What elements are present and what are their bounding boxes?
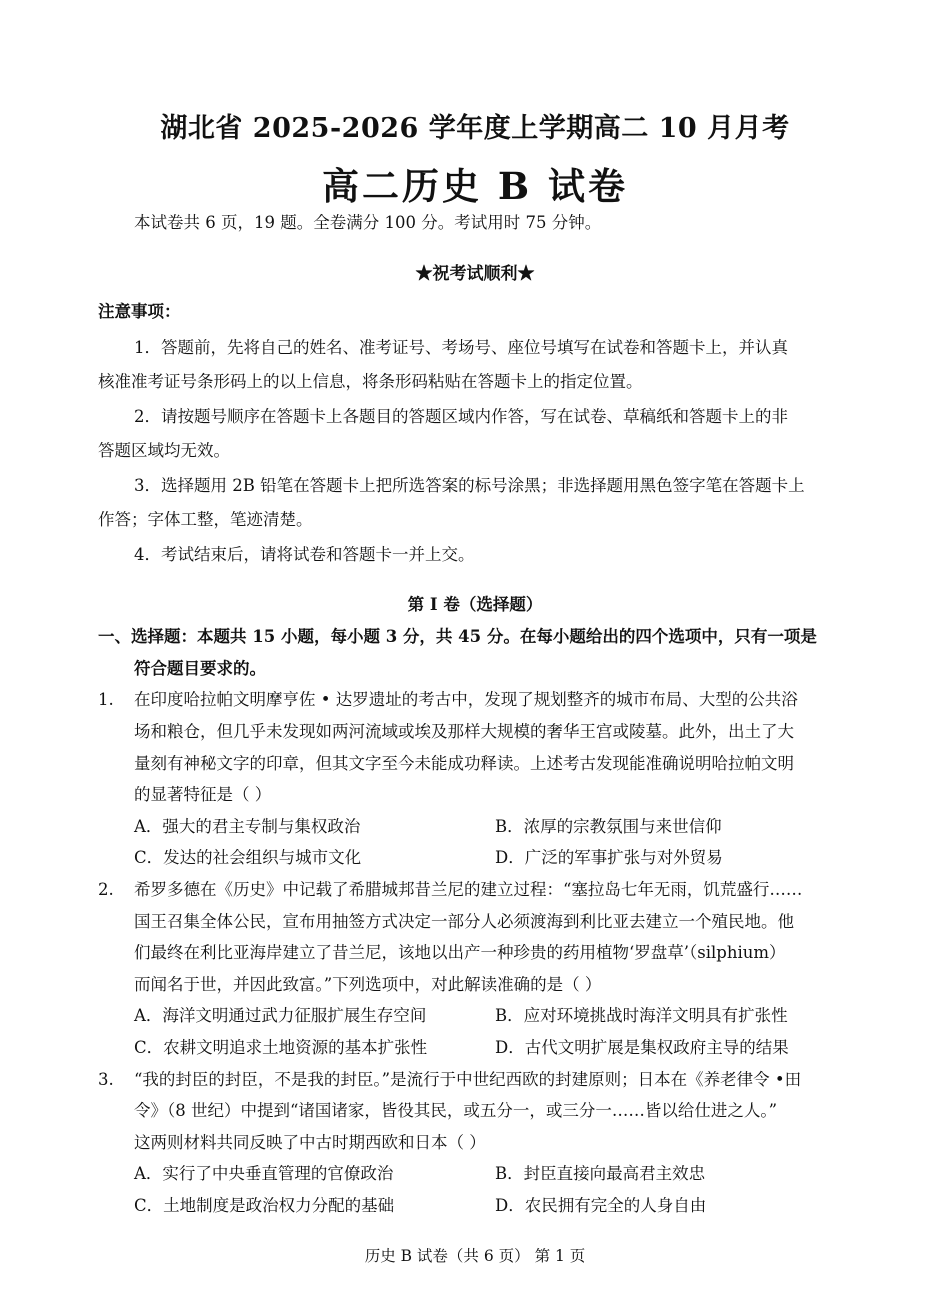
notes-heading: 注意事项：: [98, 302, 181, 321]
question-number: 1.: [98, 690, 114, 709]
question-stem: 们最终在利比亚海岸建立了昔兰尼，该地以出产一种珍贵的药用植物‘罗盘草’（silphium）: [134, 943, 786, 962]
question-stem: 的显著特征是（ ）: [134, 785, 272, 804]
good-luck-banner: ★祝考试顺利★: [415, 264, 535, 284]
question-stem: 量刻有神秘文字的印章，但其文字至今未能成功释读。上述考古发现能准确说明哈拉帕文明: [134, 754, 794, 773]
section-instruction: 一、选择题：本题共 15 小题，每小题 3 分，共 45 分。在每小题给出的四个选项中，只有一项是: [98, 627, 817, 646]
note-line: 核准准考证号条形码上的以上信息，将条形码粘贴在答题卡上的指定位置。: [98, 372, 643, 391]
question-stem: 在印度哈拉帕文明摩亨佐 • 达罗遗址的考古中，发现了规划整齐的城市布局、大型的公共浴: [134, 690, 798, 709]
question-stem: 场和粮仓，但几乎未发现如两河流域或埃及那样大规模的奢华王宫或陵墓。此外，出土了大: [134, 722, 794, 741]
exam-title: 湖北省 2025-2026 学年度上学期高二 10 月月考: [160, 113, 790, 144]
option-c[interactable]: C．发达的社会组织与城市文化: [134, 848, 362, 867]
note-line: 答题区域均无效。: [98, 441, 230, 460]
paper-title: 高二历史 B 试卷: [321, 164, 629, 208]
exam-intro: 本试卷共 6 页，19 题。全卷满分 100 分。考试用时 75 分钟。: [134, 213, 602, 232]
option-c[interactable]: C．农耕文明追求土地资源的基本扩张性: [134, 1038, 428, 1057]
question-stem: “我的封臣的封臣，不是我的封臣。”是流行于中世纪西欧的封建原则；日本在《养老律令 •田: [134, 1070, 802, 1089]
option-a[interactable]: A．强大的君主专制与集权政治: [134, 817, 361, 836]
question-stem: 而闻名于世，并因此致富。”下列选项中，对此解读准确的是（ ）: [134, 975, 602, 994]
page-footer: 历史 B 试卷（共 6 页） 第 1 页: [364, 1247, 586, 1265]
note-line: 2．请按题号顺序在答题卡上各题目的答题区域内作答，写在试卷、草稿纸和答题卡上的非: [134, 407, 788, 426]
note-line: 作答；字体工整，笔迹清楚。: [98, 510, 313, 529]
option-b[interactable]: B．应对环境挑战时海洋文明具有扩张性: [495, 1006, 788, 1025]
option-a[interactable]: A．海洋文明通过武力征服扩展生存空间: [134, 1006, 427, 1025]
note-line: 1．答题前，先将自己的姓名、准考证号、考场号、座位号填写在试卷和答题卡上，并认真: [134, 338, 788, 357]
note-line: 3．选择题用 2B 铅笔在答题卡上把所选答案的标号涂黑；非选择题用黑色签字笔在答题卡上: [134, 476, 805, 495]
option-d[interactable]: D．广泛的军事扩张与对外贸易: [495, 848, 723, 867]
question-stem: 国王召集全体公民，宣布用抽签方式决定一部分人必须渡海到利比亚去建立一个殖民地。他: [134, 912, 794, 931]
option-a[interactable]: A．实行了中央垂直管理的官僚政治: [134, 1164, 394, 1183]
question-number: 2.: [98, 880, 114, 899]
option-b[interactable]: B．封臣直接向最高君主效忠: [495, 1164, 706, 1183]
volume-title: 第 I 卷（选择题）: [407, 595, 543, 614]
question-stem: 这两则材料共同反映了中古时期西欧和日本（ ）: [134, 1133, 486, 1152]
note-line: 4．考试结束后，请将试卷和答题卡一并上交。: [134, 545, 475, 564]
option-d[interactable]: D．古代文明扩展是集权政府主导的结果: [495, 1038, 789, 1057]
option-d[interactable]: D．农民拥有完全的人身自由: [495, 1196, 707, 1215]
section-instruction: 符合题目要求的。: [134, 659, 266, 678]
question-number: 3.: [98, 1070, 114, 1089]
option-b[interactable]: B．浓厚的宗教氛围与来世信仰: [495, 817, 722, 836]
option-c[interactable]: C．土地制度是政治权力分配的基础: [134, 1196, 395, 1215]
question-stem: 希罗多德在《历史》中记载了希腊城邦昔兰尼的建立过程：“塞拉岛七年无雨，饥荒盛行……: [134, 880, 803, 899]
question-stem: 令》（8 世纪）中提到“诸国诸家，皆役其民，或五分一，或三分一……皆以给仕进之人。”: [134, 1101, 778, 1120]
